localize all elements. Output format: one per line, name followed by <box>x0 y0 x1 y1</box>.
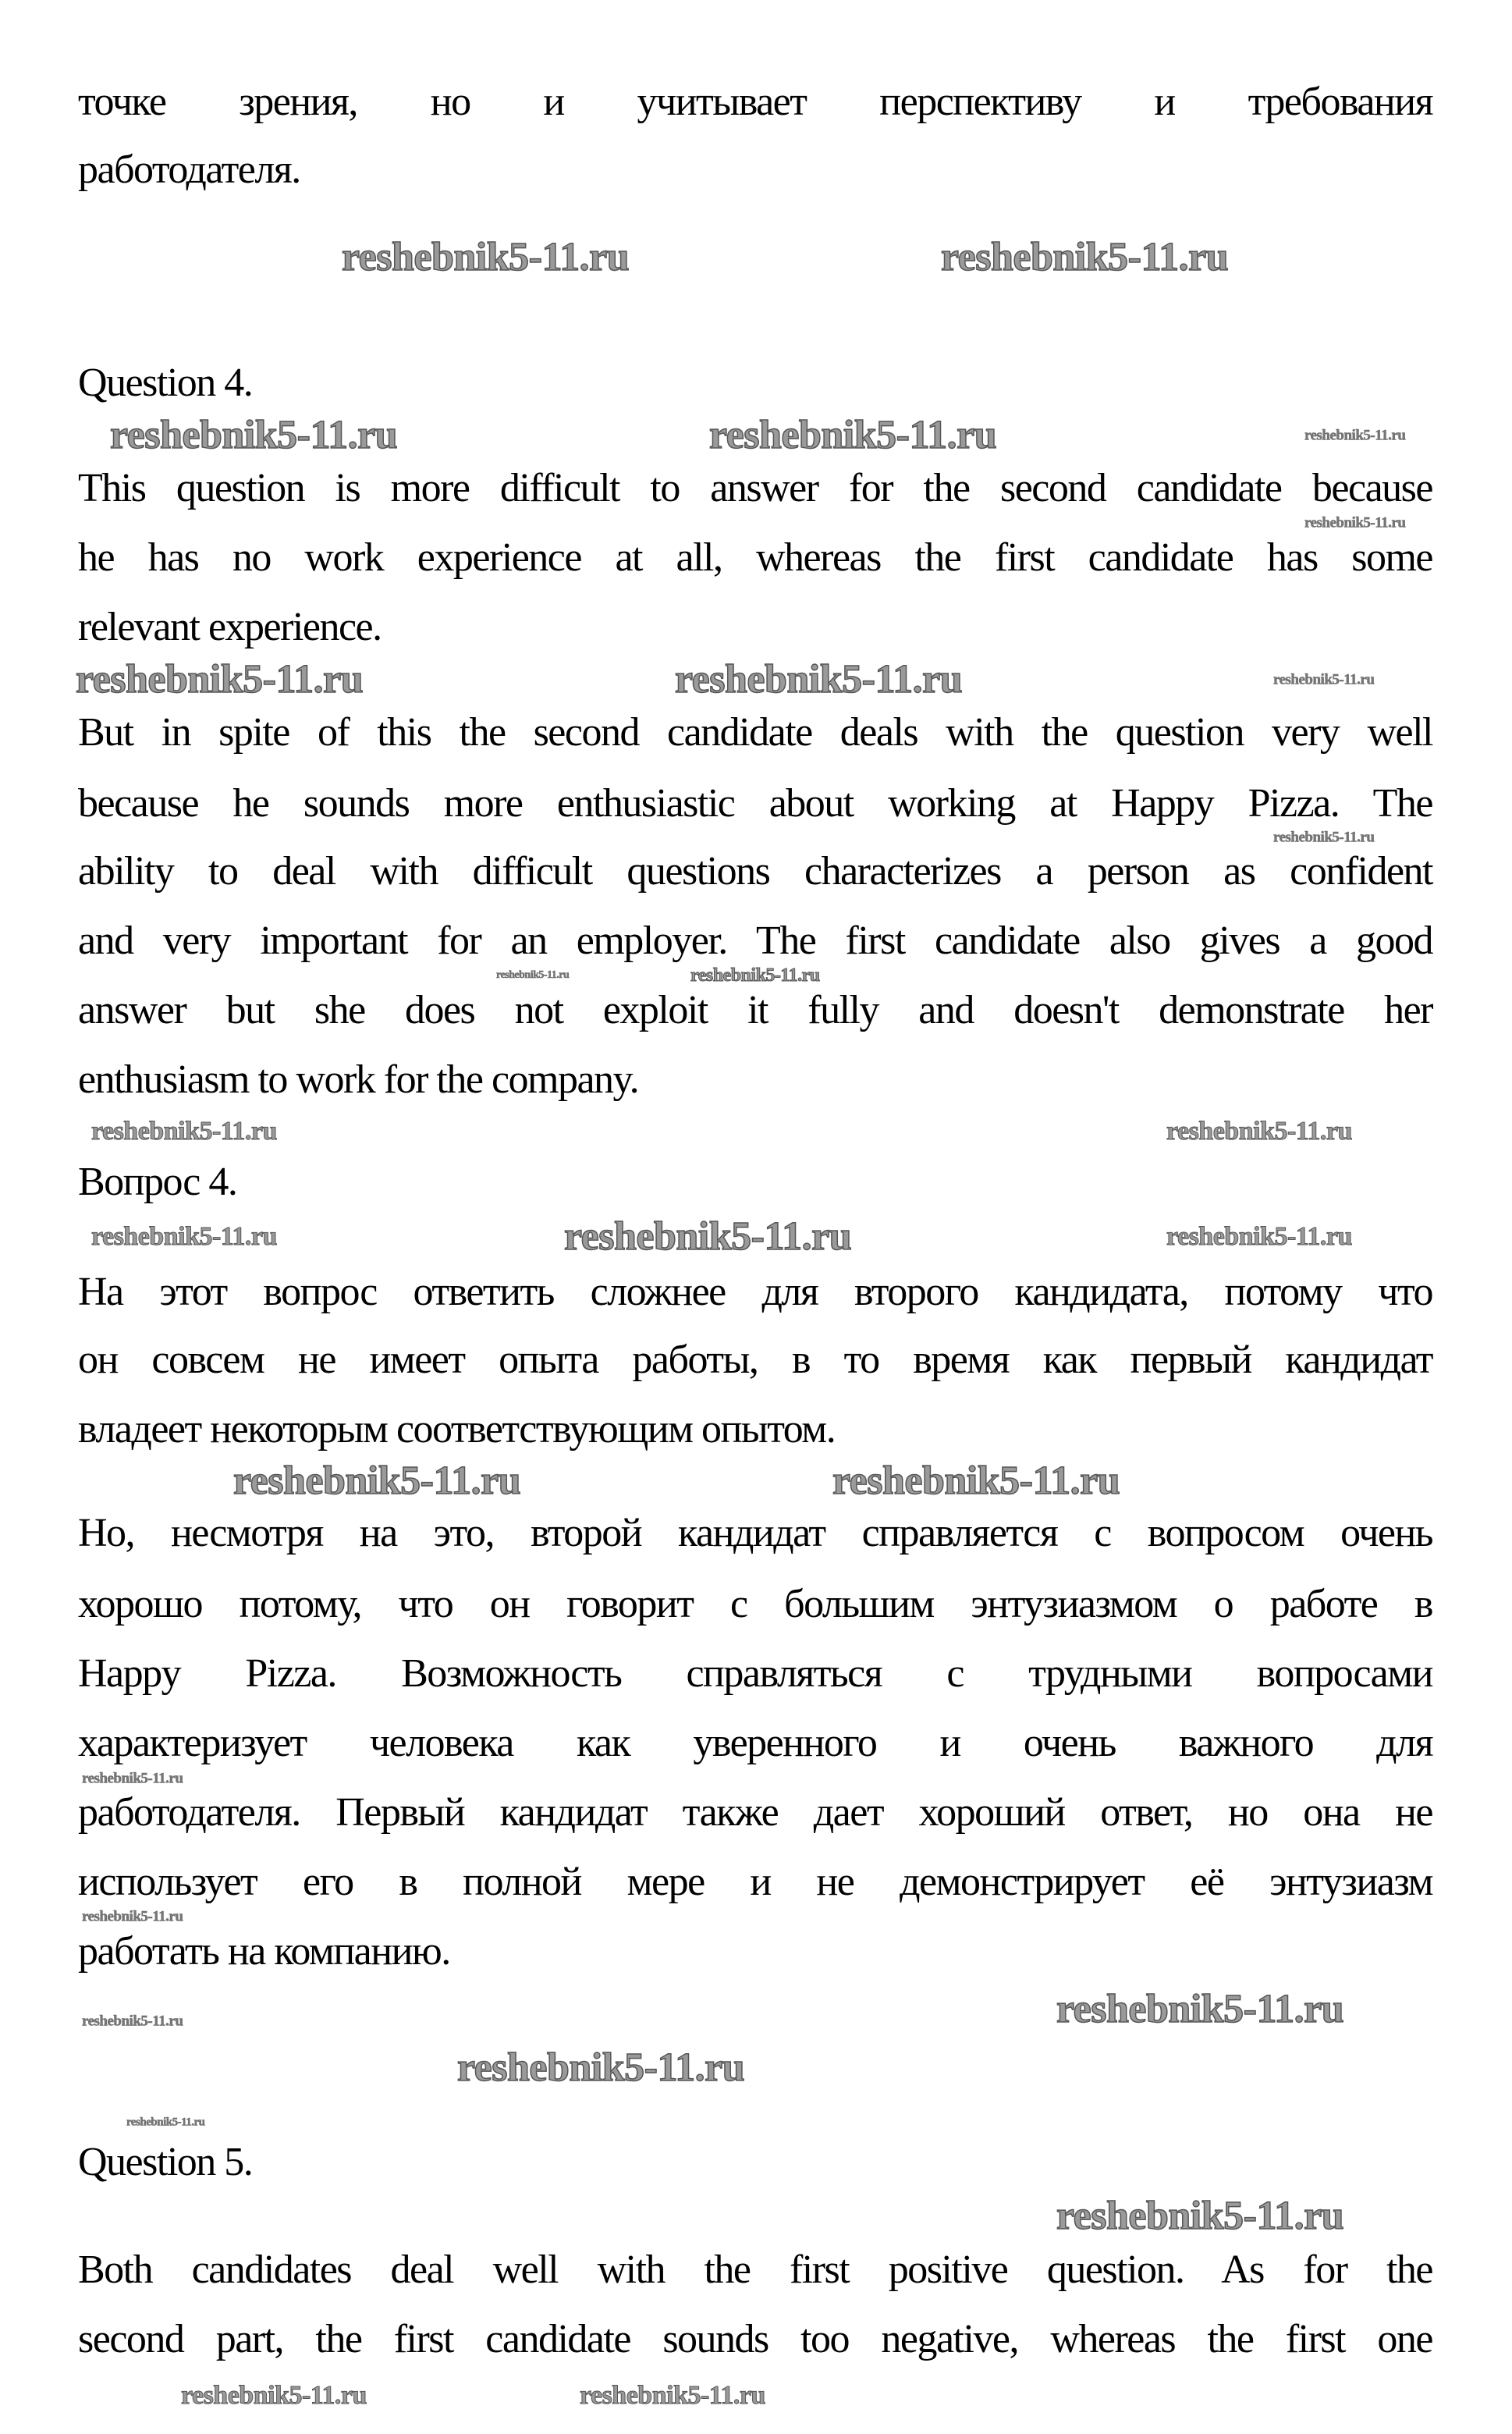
section-heading: Question 4. <box>78 361 253 405</box>
watermark: reshebnik5-11.ru <box>675 657 963 702</box>
text-line: характеризует человека как уверенного и очень важного для <box>78 1721 1432 1765</box>
watermark: reshebnik5-11.ru <box>82 2013 183 2030</box>
watermark: reshebnik5-11.ru <box>941 235 1229 279</box>
watermark: reshebnik5-11.ru <box>110 413 398 457</box>
text-line: использует его в полной мере и не демонстрирует её энтузиазм <box>78 1860 1432 1904</box>
text-line: хорошо потому, что он говорит с большим энтузиазмом о работе в <box>78 1582 1432 1626</box>
watermark: reshebnik5-11.ru <box>690 965 820 986</box>
watermark: reshebnik5-11.ru <box>126 2116 205 2129</box>
text-line: enthusiasm to work for the company. <box>78 1057 639 1102</box>
watermark: reshebnik5-11.ru <box>1166 1117 1352 1146</box>
watermark: reshebnik5-11.ru <box>564 1214 852 1259</box>
watermark: reshebnik5-11.ru <box>82 1908 183 1925</box>
text-line: владеет некоторым соответствующим опытом. <box>78 1407 836 1452</box>
watermark: reshebnik5-11.ru <box>1056 2194 1344 2238</box>
watermark: reshebnik5-11.ru <box>1304 514 1406 531</box>
text-line: But in spite of this the second candidate deals with the question very well <box>78 710 1432 755</box>
text-line: работодателя. <box>78 147 300 192</box>
watermark: reshebnik5-11.ru <box>82 1770 183 1787</box>
text-line: second part, the first candidate sounds too negative, whereas the first one <box>78 2317 1432 2361</box>
watermark: reshebnik5-11.ru <box>1273 671 1375 688</box>
watermark: reshebnik5-11.ru <box>496 969 570 981</box>
text-line: ability to deal with difficult questions characterizes a person as confident <box>78 849 1432 894</box>
watermark: reshebnik5-11.ru <box>832 1459 1120 1503</box>
watermark: reshebnik5-11.ru <box>91 1117 277 1146</box>
text-line: На этот вопрос ответить сложнее для второго кандидата, потому что <box>78 1270 1432 1314</box>
text-line: because he sounds more enthusiastic about working at Happy Pizza. The <box>78 781 1432 826</box>
watermark: reshebnik5-11.ru <box>1273 829 1375 846</box>
text-line: This question is more difficult to answer for the second candidate because <box>78 466 1432 510</box>
text-line: точке зрения, но и учитывает перспективу и требования <box>78 80 1432 124</box>
watermark: reshebnik5-11.ru <box>709 413 997 457</box>
text-line: he has no work experience at all, whereas the first candidate has some <box>78 535 1432 580</box>
section-heading: Вопрос 4. <box>78 1160 237 1204</box>
section-heading: Question 5. <box>78 2140 253 2184</box>
watermark: reshebnik5-11.ru <box>1056 1987 1344 2031</box>
watermark: reshebnik5-11.ru <box>1304 427 1406 444</box>
watermark: reshebnik5-11.ru <box>457 2045 745 2090</box>
text-line: Happy Pizza. Возможность справляться с трудными вопросами <box>78 1651 1432 1696</box>
text-line: and very important for an employer. The first candidate also gives a good <box>78 919 1432 963</box>
text-line: answer but she does not exploit it fully and doesn't demonstrate her <box>78 988 1432 1032</box>
watermark: reshebnik5-11.ru <box>580 2381 765 2410</box>
text-line: Но, несмотря на это, второй кандидат справляется с вопросом очень <box>78 1511 1432 1555</box>
watermark: reshebnik5-11.ru <box>76 657 364 702</box>
text-line: Both candidates deal well with the first positive question. As for the <box>78 2247 1432 2292</box>
watermark: reshebnik5-11.ru <box>181 2381 367 2410</box>
watermark: reshebnik5-11.ru <box>91 1222 277 1251</box>
watermark: reshebnik5-11.ru <box>1166 1222 1352 1251</box>
text-line: relevant experience. <box>78 605 382 649</box>
text-line: работодателя. Первый кандидат также дает хороший ответ, но она не <box>78 1790 1432 1835</box>
watermark: reshebnik5-11.ru <box>342 235 630 279</box>
text-line: работать на компанию. <box>78 1929 450 1974</box>
watermark: reshebnik5-11.ru <box>233 1459 521 1503</box>
text-line: он совсем не имеет опыта работы, в то время как первый кандидат <box>78 1338 1432 1382</box>
